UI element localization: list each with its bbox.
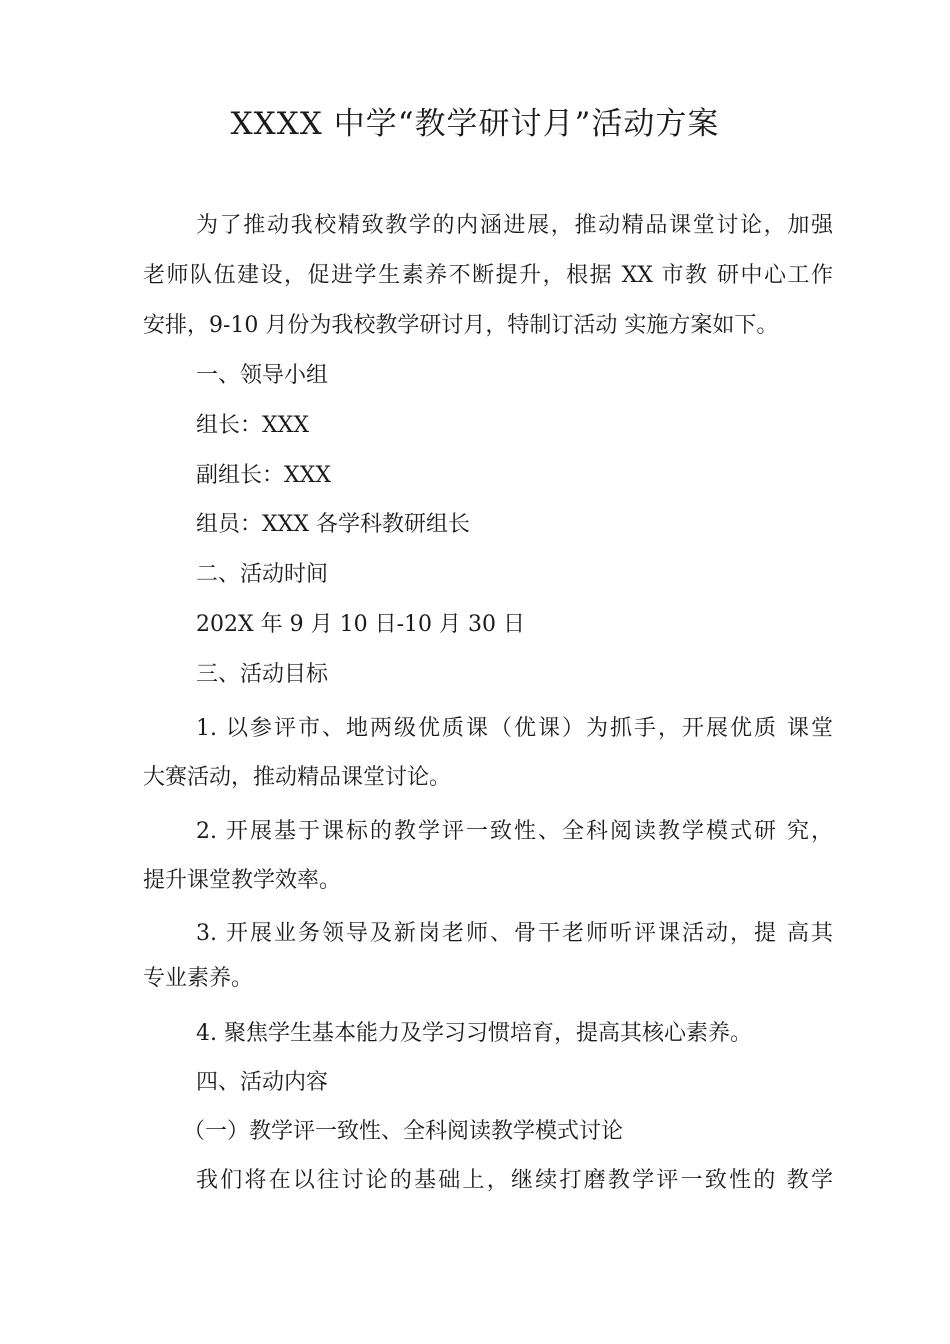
intro-line-1: 为了推动我校精致教学的内涵进展，推动精品课堂讨论，加强 xyxy=(196,213,833,238)
section-heading-time: 二、活动时间 xyxy=(196,562,329,587)
subsection-heading-1: （一）教学评一致性、全科阅读教学模式讨论 xyxy=(183,1119,624,1144)
goal-2-line-2: 提升课堂教学效率。 xyxy=(143,868,342,893)
group-leader: 组长：XXX xyxy=(196,413,309,438)
goal-2-line-1: 2. 开展基于课标的教学评一致性、全科阅读教学模式研 究， xyxy=(196,819,833,844)
goal-1-line-2: 大赛活动，推动精品课堂讨论。 xyxy=(143,765,452,790)
goal-4: 4. 聚焦学生基本能力及学习习惯培育，提高其核心素养。 xyxy=(196,1021,752,1046)
section-heading-content: 四、活动内容 xyxy=(196,1070,329,1095)
intro-line-3: 安排，9-10 月份为我校教学研讨月，特制订活动 实施方案如下。 xyxy=(143,313,779,338)
section-heading-leadership: 一、领导小组 xyxy=(196,363,329,388)
goal-1-line-1: 1. 以参评市、地两级优质课（优课）为抓手，开展优质 课堂 xyxy=(196,716,833,741)
deputy-leader: 副组长：XXX xyxy=(196,463,331,488)
goal-3-line-2: 专业素养。 xyxy=(143,966,254,991)
intro-line-2: 老师队伍建设，促进学生素养不断提升，根据 XX 市教 研中心工作 xyxy=(143,263,833,288)
content-para-1-line-1: 我们将在以往讨论的基础上，继续打磨教学评一致性的 教学 xyxy=(196,1168,833,1193)
section-heading-goals: 三、活动目标 xyxy=(196,662,329,687)
activity-time: 202X 年 9 月 10 日-10 月 30 日 xyxy=(196,612,526,637)
document-title: XXXX 中学“教学研讨月”活动方案 xyxy=(230,106,720,142)
goal-3-line-1: 3. 开展业务领导及新岗老师、骨干老师听评课活动，提 高其 xyxy=(196,921,833,946)
group-members: 组员：XXX 各学科教研组长 xyxy=(196,512,470,537)
